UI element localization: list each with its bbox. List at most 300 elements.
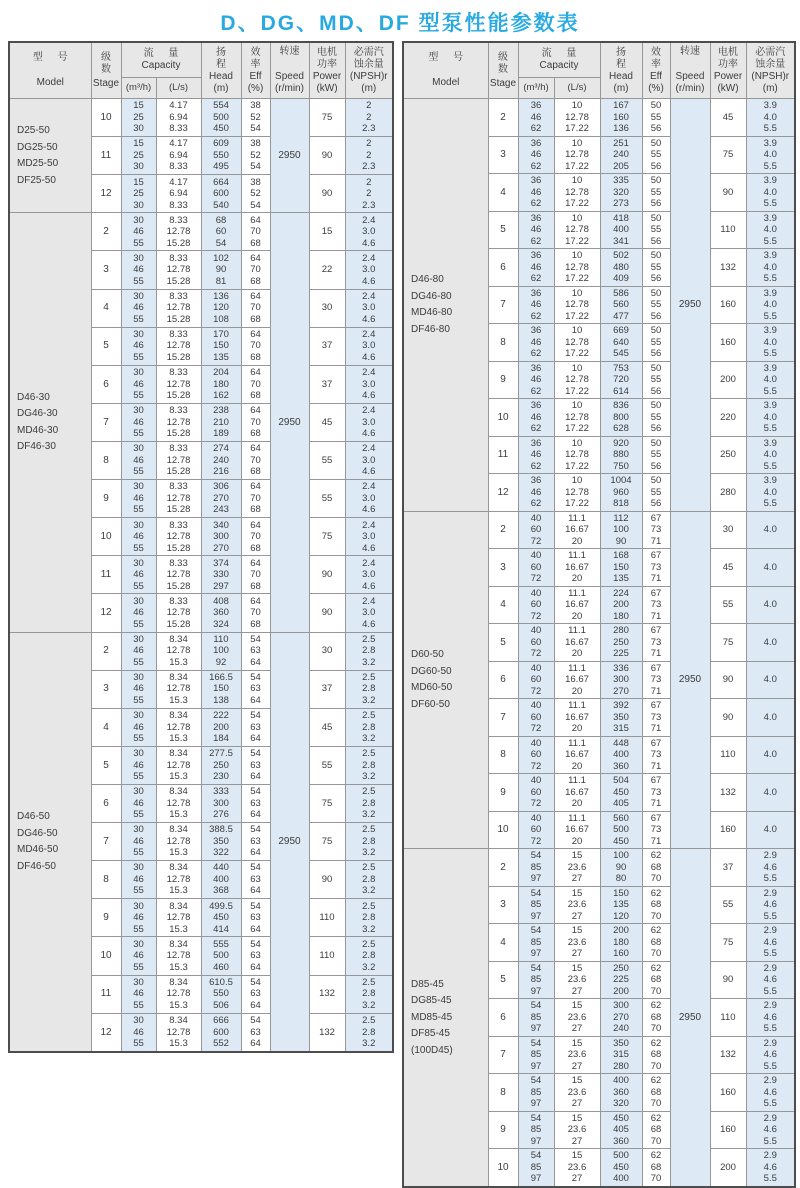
- power-cell: [309, 556, 345, 594]
- capacity-m3h-cell: [121, 632, 156, 670]
- power-cell: [710, 549, 746, 587]
- capacity-m3h-cell-value: 40: [530, 662, 542, 674]
- eff-cell-value: 64: [250, 923, 261, 935]
- head-cell-value: 180: [213, 378, 229, 390]
- npsh-cell-value: 4.6: [362, 237, 376, 249]
- power-cell: [309, 403, 345, 441]
- head-cell-value: 400: [613, 749, 629, 760]
- capacity-m3h-cell-value: 46: [133, 759, 144, 771]
- model-cell-value: (100D45): [411, 1044, 453, 1056]
- capacity-ls-cell: [554, 436, 600, 474]
- power-cell-value: 55: [321, 492, 333, 504]
- eff-cell-value: 54: [250, 633, 261, 645]
- eff-cell-value: 54: [250, 123, 261, 135]
- capacity-m3h-cell-value: 30: [133, 214, 144, 226]
- head-cell-value: 205: [613, 160, 629, 172]
- head-cell: [600, 399, 642, 437]
- head-cell-value: 320: [613, 186, 629, 198]
- eff-cell-value: 64: [250, 1038, 261, 1050]
- head-cell-value: 270: [613, 685, 629, 697]
- capacity-m3h-cell-value: 60: [530, 674, 542, 685]
- eff-cell: [241, 632, 270, 670]
- npsh-cell-value: 4.0: [763, 636, 777, 648]
- head-cell: [201, 556, 241, 594]
- eff-cell: [642, 1149, 670, 1187]
- speed-cell-value: 2950: [278, 416, 301, 428]
- capacity-m3h-cell-value: 55: [133, 694, 144, 706]
- capacity-ls-cell-value: 11.1: [568, 662, 586, 674]
- header-speed: [270, 42, 309, 99]
- head-cell-value: 480: [613, 261, 629, 273]
- head-cell-value: 170: [213, 328, 229, 340]
- stage-cell-value: 3: [500, 899, 506, 910]
- head-cell-value: 168: [613, 550, 629, 561]
- eff-cell-value: 55: [650, 149, 662, 160]
- capacity-m3h-cell-value: 54: [530, 1037, 542, 1049]
- head-cell: [201, 632, 241, 670]
- capacity-m3h-cell-value: 85: [530, 974, 542, 985]
- npsh-cell-value: 4.6: [763, 1086, 777, 1098]
- eff-cell: [642, 811, 670, 849]
- eff-cell-value: 62: [650, 962, 662, 974]
- head-cell-value: 450: [213, 123, 229, 135]
- capacity-m3h-cell-value: 30: [133, 1015, 144, 1027]
- npsh-cell-value: 2.8: [362, 988, 376, 1000]
- power-cell-value: 55: [722, 899, 734, 910]
- eff-cell-value: 62: [650, 850, 662, 861]
- eff-cell: [642, 999, 670, 1037]
- head-cell-value: 135: [613, 899, 629, 910]
- stage-cell-value: 11: [100, 149, 112, 161]
- head-cell-value: 150: [213, 683, 229, 695]
- capacity-m3h-cell-value: 46: [133, 835, 144, 847]
- npsh-cell-value: 4.0: [763, 486, 777, 498]
- power-cell: [710, 136, 746, 174]
- capacity-ls-cell-value: 10: [571, 212, 583, 224]
- npsh-cell-value: 2.8: [362, 797, 376, 809]
- capacity-ls-cell-value: 15.28: [166, 351, 191, 363]
- capacity-m3h-cell: [518, 1074, 554, 1112]
- header-head-cn: 扬程: [216, 46, 226, 70]
- capacity-ls-cell: [156, 1013, 201, 1052]
- capacity-m3h-cell-value: 15: [133, 138, 144, 150]
- head-cell: [600, 849, 642, 887]
- eff-cell-value: 54: [250, 161, 261, 173]
- capacity-ls-cell-value: 15: [571, 1112, 583, 1124]
- power-cell-value: 45: [321, 416, 333, 428]
- npsh-cell-value: 2.5: [362, 710, 376, 722]
- capacity-ls-cell-value: 17.22: [565, 310, 589, 322]
- power-cell: [710, 174, 746, 212]
- header-power-en: Power: [312, 70, 342, 82]
- npsh-cell: [746, 286, 795, 324]
- capacity-ls-cell-value: 15.28: [166, 618, 191, 630]
- capacity-ls-cell-value: 15.3: [169, 923, 188, 935]
- stage-cell: [488, 961, 518, 999]
- capacity-m3h-cell: [518, 624, 554, 662]
- capacity-ls-cell-value: 15.3: [169, 771, 188, 783]
- stage-cell: [91, 175, 121, 213]
- eff-cell-value: 68: [250, 580, 261, 592]
- npsh-cell: [746, 324, 795, 362]
- capacity-ls-cell: [554, 849, 600, 887]
- npsh-cell: [345, 594, 393, 632]
- power-cell: [710, 774, 746, 812]
- eff-cell: [642, 1111, 670, 1149]
- eff-cell-value: 73: [650, 599, 662, 610]
- eff-cell-value: 71: [650, 723, 662, 734]
- npsh-cell-value: 2.5: [362, 748, 376, 760]
- eff-cell-value: 64: [250, 809, 261, 821]
- npsh-cell-value: 3.9: [763, 362, 777, 374]
- npsh-cell: [345, 365, 393, 403]
- model-cell-value: MD85-45: [411, 1011, 453, 1023]
- capacity-ls-cell-value: 15.3: [169, 999, 188, 1011]
- head-cell-value: 540: [213, 199, 229, 211]
- npsh-cell-value: 5.5: [763, 1173, 777, 1184]
- npsh-cell-value: 4.6: [362, 275, 376, 287]
- eff-cell-value: 56: [650, 273, 662, 284]
- capacity-ls-cell-value: 23.6: [567, 1124, 587, 1135]
- eff-cell: [241, 556, 270, 594]
- capacity-ls-cell: [554, 211, 600, 249]
- head-cell-value: 350: [613, 711, 629, 723]
- npsh-cell: [345, 175, 393, 213]
- capacity-ls-cell-value: 12.78: [565, 149, 589, 160]
- npsh-cell-value: 3.9: [763, 475, 777, 486]
- capacity-m3h-cell: [518, 511, 554, 549]
- capacity-m3h-cell: [121, 861, 156, 899]
- capacity-m3h-cell-value: 60: [530, 561, 542, 573]
- stage-cell-value: 7: [500, 1049, 506, 1060]
- capacity-ls-cell: [554, 99, 600, 137]
- npsh-cell-value: 3.0: [362, 378, 376, 390]
- capacity-ls-cell-value: 10: [571, 100, 583, 111]
- capacity-ls-cell-value: 20: [571, 760, 583, 772]
- capacity-ls-cell-value: 17.22: [565, 460, 589, 472]
- head-cell: [600, 286, 642, 324]
- eff-cell: [642, 174, 670, 212]
- stage-cell: [91, 99, 121, 137]
- eff-cell-value: 63: [250, 645, 261, 657]
- stage-cell: [488, 999, 518, 1037]
- eff-cell-value: 38: [250, 100, 261, 112]
- power-cell: [309, 746, 345, 784]
- npsh-cell-value: 2.5: [362, 633, 376, 645]
- header-eff: [241, 42, 270, 99]
- table-body-left: [9, 99, 393, 1053]
- eff-cell-value: 50: [650, 362, 662, 374]
- npsh-cell-value: 4.0: [763, 824, 777, 835]
- power-cell: [309, 899, 345, 937]
- capacity-ls-cell-value: 10: [571, 250, 583, 261]
- capacity-ls-cell-value: 12.78: [166, 721, 191, 733]
- capacity-m3h-cell: [121, 137, 156, 175]
- capacity-m3h-cell: [121, 403, 156, 441]
- head-cell-value: 100: [213, 645, 229, 657]
- header-model: [9, 42, 91, 99]
- eff-cell: [642, 586, 670, 624]
- eff-cell-value: 67: [650, 812, 662, 824]
- eff-cell-value: 68: [250, 466, 261, 478]
- head-cell: [201, 1013, 241, 1052]
- head-cell: [201, 175, 241, 213]
- npsh-cell-value: 2.9: [763, 1037, 777, 1049]
- capacity-m3h-cell-value: 30: [133, 938, 144, 950]
- head-cell-value: 225: [613, 974, 629, 985]
- power-cell-value: 200: [720, 1161, 736, 1173]
- capacity-m3h-cell-value: 46: [530, 149, 542, 160]
- npsh-cell-value: 3.9: [763, 437, 777, 449]
- stage-cell: [488, 1149, 518, 1187]
- capacity-m3h-cell-value: 60: [530, 749, 542, 760]
- stage-cell-value: 7: [103, 835, 109, 847]
- capacity-m3h-cell: [518, 174, 554, 212]
- capacity-m3h-cell-value: 36: [530, 362, 542, 374]
- capacity-ls-cell-value: 23.6: [567, 936, 587, 948]
- header-capacity-ls: (L/s): [156, 78, 201, 99]
- stage-row: [9, 213, 393, 251]
- eff-cell-value: 63: [250, 988, 261, 1000]
- npsh-cell-value: 2.3: [362, 161, 376, 173]
- npsh-cell-value: 3.9: [763, 137, 777, 149]
- head-cell-value: 200: [213, 721, 229, 733]
- capacity-ls-cell-value: 6.94: [169, 111, 188, 123]
- npsh-cell-value: 4.0: [763, 336, 777, 348]
- head-cell-value: 600: [213, 1026, 229, 1038]
- power-cell: [309, 289, 345, 327]
- npsh-cell-value: 2.4: [362, 252, 376, 264]
- capacity-m3h-cell-value: 30: [133, 595, 144, 607]
- capacity-m3h-cell-value: 55: [133, 923, 144, 935]
- eff-cell: [642, 661, 670, 699]
- capacity-ls-cell-value: 8.33: [169, 161, 188, 173]
- npsh-cell-value: 2: [366, 100, 372, 112]
- head-cell-value: 800: [613, 411, 629, 423]
- eff-cell: [241, 784, 270, 822]
- head-cell: [201, 899, 241, 937]
- capacity-ls-cell-value: 6.94: [169, 188, 188, 200]
- capacity-m3h-cell-value: 55: [133, 847, 144, 859]
- head-cell-value: 250: [613, 636, 629, 648]
- head-cell-value: 409: [613, 273, 629, 284]
- npsh-cell: [746, 774, 795, 812]
- eff-cell-value: 56: [650, 123, 662, 134]
- capacity-m3h-cell-value: 46: [133, 607, 144, 619]
- header-power-cn: 电机功率: [317, 46, 337, 70]
- npsh-cell-value: 4.6: [362, 580, 376, 592]
- head-cell: [600, 474, 642, 512]
- capacity-m3h-cell-value: 46: [133, 912, 144, 924]
- stage-cell: [91, 823, 121, 861]
- power-cell: [710, 1036, 746, 1074]
- capacity-m3h-cell-value: 72: [530, 610, 542, 622]
- capacity-m3h-cell-value: 55: [133, 1038, 144, 1050]
- npsh-cell: [345, 99, 393, 137]
- power-cell-value: 45: [722, 111, 734, 123]
- npsh-cell-value: 2.5: [362, 671, 376, 683]
- eff-cell: [642, 1036, 670, 1074]
- speed-cell-value: 2950: [278, 836, 301, 848]
- capacity-m3h-cell-value: 30: [133, 900, 144, 912]
- head-cell-value: 240: [213, 454, 229, 466]
- head-cell-value: 336: [613, 662, 629, 674]
- spacer: [404, 64, 488, 77]
- capacity-ls-cell-value: 15.3: [169, 694, 188, 706]
- capacity-m3h-cell-value: 97: [530, 948, 542, 959]
- npsh-cell-value: 5.5: [763, 460, 777, 472]
- stage-cell-value: 8: [500, 336, 506, 348]
- head-cell-value: 324: [213, 618, 229, 630]
- capacity-m3h-cell: [121, 708, 156, 746]
- power-cell-value: 132: [720, 786, 736, 798]
- eff-cell-value: 68: [650, 1124, 662, 1135]
- eff-cell-value: 67: [650, 662, 662, 674]
- table-body-right: [403, 99, 795, 1187]
- stage-cell: [91, 251, 121, 289]
- npsh-cell-value: 5.5: [763, 910, 777, 922]
- stage-cell-value: 5: [103, 759, 109, 771]
- capacity-ls-cell-value: 16.67: [565, 599, 589, 610]
- eff-cell: [642, 774, 670, 812]
- stage-cell-value: 6: [103, 797, 109, 809]
- capacity-m3h-cell-value: 25: [133, 111, 144, 123]
- header-stage: [91, 42, 121, 99]
- npsh-cell: [746, 211, 795, 249]
- npsh-cell-value: 4.6: [362, 504, 376, 516]
- capacity-ls-cell-value: 20: [571, 535, 583, 547]
- capacity-m3h-cell-value: 97: [530, 1173, 542, 1184]
- capacity-m3h-cell-value: 15: [133, 176, 144, 188]
- head-cell-value: 500: [613, 1150, 629, 1161]
- eff-cell: [642, 286, 670, 324]
- npsh-cell: [345, 480, 393, 518]
- capacity-ls-cell: [156, 327, 201, 365]
- capacity-m3h-cell: [518, 249, 554, 287]
- head-cell: [201, 518, 241, 556]
- capacity-m3h-cell-value: 97: [530, 1098, 542, 1109]
- npsh-cell-value: 3.2: [362, 656, 376, 668]
- capacity-ls-cell-value: 15.28: [166, 542, 191, 554]
- power-cell: [309, 594, 345, 632]
- capacity-ls-cell-value: 8.33: [169, 328, 188, 340]
- capacity-m3h-cell-value: 54: [530, 887, 542, 899]
- power-cell: [309, 99, 345, 137]
- capacity-ls-cell-value: 20: [571, 835, 583, 847]
- power-cell-value: 90: [321, 188, 333, 200]
- power-cell-value: 160: [720, 1124, 736, 1135]
- head-cell-value: 360: [213, 607, 229, 619]
- capacity-m3h-cell-value: 55: [133, 504, 144, 516]
- npsh-cell-value: 5.5: [763, 1060, 777, 1072]
- capacity-m3h-cell: [121, 518, 156, 556]
- eff-cell-value: 68: [250, 504, 261, 516]
- capacity-ls-cell-value: 8.33: [169, 595, 188, 607]
- npsh-cell-value: 3.0: [362, 492, 376, 504]
- stage-cell: [488, 549, 518, 587]
- eff-cell-value: 73: [650, 824, 662, 835]
- power-cell: [309, 175, 345, 213]
- head-cell-value: 374: [213, 557, 229, 569]
- power-cell: [710, 1111, 746, 1149]
- head-cell-value: 552: [213, 1038, 229, 1050]
- capacity-ls-cell: [156, 594, 201, 632]
- eff-cell-value: 64: [250, 771, 261, 783]
- npsh-cell: [746, 886, 795, 924]
- eff-cell-value: 73: [650, 524, 662, 535]
- capacity-m3h-cell-value: 40: [530, 587, 542, 599]
- capacity-ls-cell-value: 8.34: [169, 671, 188, 683]
- head-cell-value: 669: [613, 325, 629, 336]
- head-cell-value: 162: [213, 390, 229, 402]
- header-speed: [670, 42, 710, 99]
- power-cell: [710, 736, 746, 774]
- head-cell-value: 270: [613, 1011, 629, 1023]
- head-cell-value: 251: [613, 137, 629, 149]
- header-head: [600, 42, 642, 99]
- head-cell-value: 100: [613, 850, 629, 861]
- stage-cell-value: 3: [103, 264, 109, 276]
- head-cell-value: 274: [213, 443, 229, 455]
- head-cell-value: 880: [613, 449, 629, 460]
- head-cell: [600, 361, 642, 399]
- npsh-cell-value: 5.5: [763, 498, 777, 509]
- capacity-m3h-cell-value: 36: [530, 175, 542, 186]
- capacity-m3h-cell-value: 30: [133, 199, 144, 211]
- capacity-m3h-cell-value: 55: [133, 237, 144, 249]
- speed-cell: [270, 632, 309, 1052]
- head-cell-value: 150: [613, 887, 629, 899]
- npsh-cell-value: 5.5: [763, 1098, 777, 1109]
- eff-cell: [241, 175, 270, 213]
- capacity-m3h-cell-value: 46: [530, 224, 542, 235]
- stage-cell-value: 3: [500, 561, 506, 573]
- stage-cell-value: 4: [103, 721, 109, 733]
- npsh-cell-value: 2.4: [362, 595, 376, 607]
- power-cell: [309, 251, 345, 289]
- header-speed-cn: 转速: [680, 46, 700, 57]
- eff-cell: [642, 99, 670, 137]
- capacity-m3h-cell: [518, 549, 554, 587]
- capacity-m3h-cell-value: 55: [133, 771, 144, 783]
- model-cell-value: MD46-50: [17, 844, 59, 856]
- npsh-cell: [746, 549, 795, 587]
- header-stage-cn: 级数: [498, 51, 508, 75]
- power-cell-value: 200: [720, 374, 736, 385]
- head-cell-value: 166.5: [209, 671, 233, 683]
- capacity-m3h-cell-value: 72: [530, 798, 542, 809]
- eff-cell: [642, 511, 670, 549]
- capacity-ls-cell-value: 23.6: [567, 1086, 587, 1098]
- npsh-cell-value: 2.5: [362, 900, 376, 912]
- power-cell-value: 132: [720, 1049, 736, 1060]
- model-cell-value: D46-50: [17, 811, 50, 823]
- capacity-m3h-cell-value: 40: [530, 512, 542, 524]
- head-cell-value: 610.5: [209, 976, 233, 988]
- npsh-cell-value: 2.9: [763, 1075, 777, 1086]
- head-cell: [201, 594, 241, 632]
- eff-cell: [241, 899, 270, 937]
- eff-cell: [241, 1013, 270, 1052]
- npsh-cell-value: 4.6: [763, 936, 777, 948]
- power-cell: [710, 999, 746, 1037]
- capacity-m3h-cell-value: 62: [530, 348, 542, 359]
- header-eff-cn: 效率: [250, 46, 261, 70]
- npsh-cell-value: 4.6: [763, 1011, 777, 1023]
- capacity-ls-cell: [554, 961, 600, 999]
- capacity-ls-cell-value: 4.17: [169, 138, 188, 150]
- eff-cell-value: 67: [650, 737, 662, 749]
